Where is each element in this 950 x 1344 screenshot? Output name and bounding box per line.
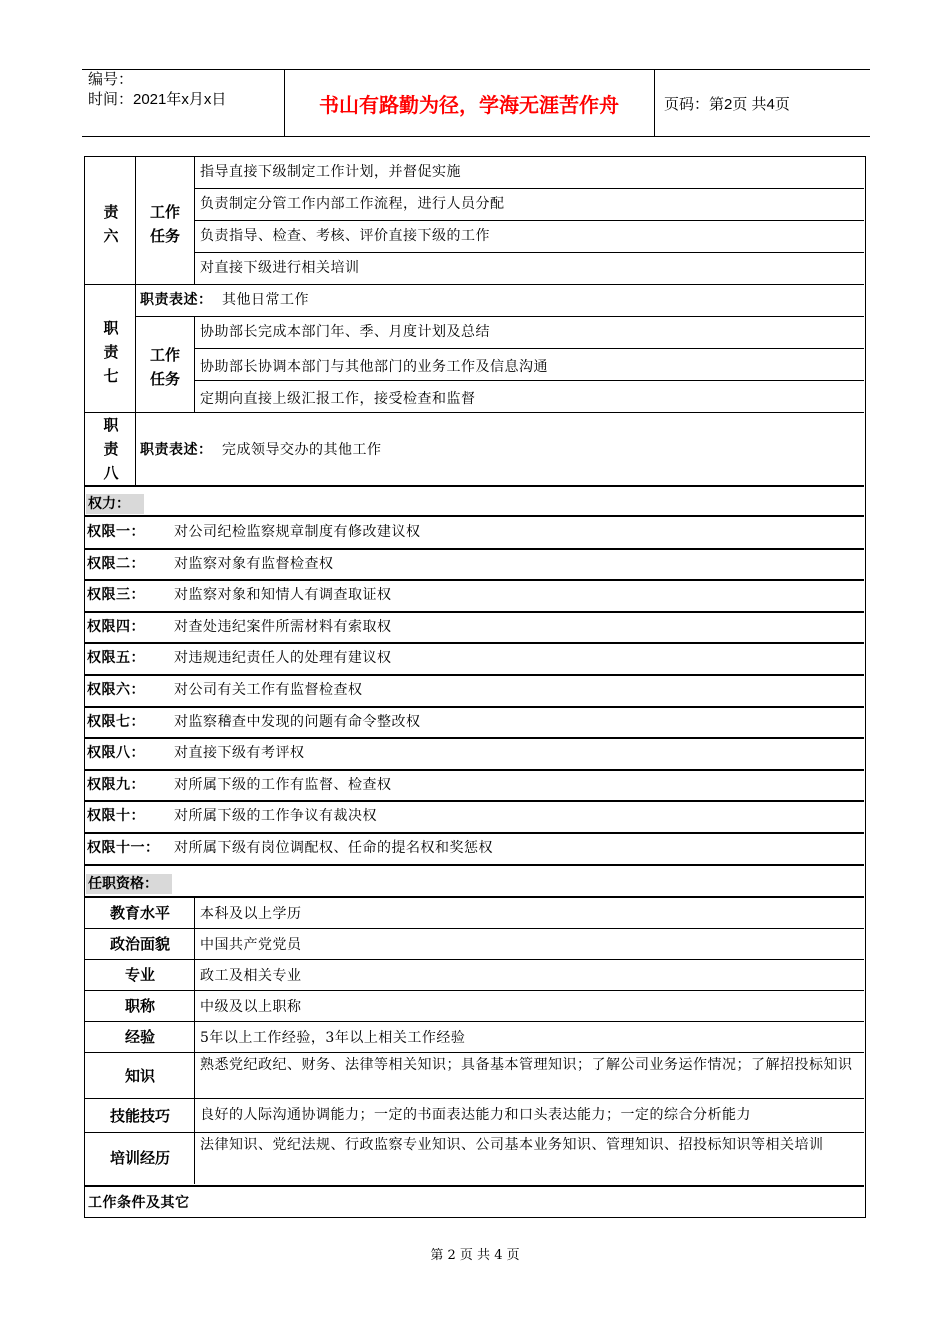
page-footer: 第 2 页 共 4 页 [430, 1248, 520, 1263]
power-label: 权限三： [87, 587, 145, 604]
qualification-label: 专业 [124, 966, 155, 984]
power-label: 权限九： [87, 776, 145, 793]
power-label: 权限十： [87, 808, 145, 825]
qualification-text: 良好的人际沟通协调能力；一定的书面表达能力和口头表达能力；一定的综合分析能力 [200, 1107, 751, 1123]
qualification-label: 职称 [124, 997, 155, 1015]
duty-six-task: 负责制定分管工作内部工作流程，进行人员分配 [200, 196, 505, 212]
power-label: 权限二： [87, 555, 145, 572]
document-date-label: 时间：2021年x月x日 [88, 91, 227, 108]
duty-seven-task: 定期向直接上级汇报工作，接受检查和监督 [200, 391, 476, 407]
power-text: 对查处违纪案件所需材料有索取权 [174, 618, 392, 635]
duty-seven-task: 协助部长完成本部门年、季、月度计划及总结 [200, 324, 490, 340]
header-meta [88, 70, 226, 110]
header-page-number: 页码：第2页 共4页 [664, 95, 790, 113]
duty-seven-statement-label: 职责表述： [140, 292, 213, 308]
powers-section-title: 权力： [86, 494, 144, 514]
power-label: 权限六： [87, 682, 145, 698]
qualification-text: 中级及以上职称 [200, 999, 302, 1015]
power-text: 对所属下级有岗位调配权、任命的提名权和奖惩权 [174, 840, 493, 856]
qualification-label: 教育水平 [109, 904, 170, 922]
power-text: 对公司有关工作有监督检查权 [174, 682, 363, 698]
qualification-label: 经验 [124, 1028, 155, 1046]
header-slogan: 书山有路勤为径，学海无涯苦作舟 [319, 92, 619, 117]
conditions-section-title: 工作条件及其它 [88, 1195, 190, 1211]
power-text: 对监察对象和知情人有调查取证权 [174, 587, 392, 604]
duty-six-label: 责 六 [103, 203, 119, 245]
qualification-label: 知识 [124, 1066, 155, 1085]
qualification-text: 本科及以上学历 [200, 906, 302, 922]
qualifications-section-title: 任职资格： [86, 874, 172, 894]
duty-seven-label: 职 责 七 [103, 319, 119, 385]
document-number-label: 编号： [88, 71, 134, 88]
power-text: 对违规违纪责任人的处理有建议权 [174, 650, 392, 667]
duty-six-task: 指导直接下级制定工作计划，并督促实施 [200, 164, 461, 180]
qualification-text: 法律知识、党纪法规、行政监察专业知识、公司基本业务知识、管理知识、招投标知识等相关培训 [200, 1137, 824, 1153]
header-bottom-rule [82, 136, 870, 137]
qualification-text: 政工及相关专业 [200, 968, 302, 984]
qualification-text: 中国共产党党员 [200, 937, 302, 953]
header-divider [654, 70, 655, 136]
power-text: 对所属下级的工作争议有裁决权 [174, 808, 377, 825]
duty-six-task-label: 工作 任务 [149, 203, 180, 245]
power-text: 对监察稽查中发现的问题有命令整改权 [174, 713, 421, 730]
qualification-text: 熟悉党纪政纪、财务、法律等相关知识；具备基本管理知识；了解公司业务运作情况；了解招投标知识 [200, 1057, 853, 1073]
power-label: 权限四： [87, 618, 145, 635]
power-label: 权限五： [87, 650, 145, 667]
duty-seven-task: 协助部长协调本部门与其他部门的业务工作及信息沟通 [200, 359, 548, 375]
qualification-label: 政治面貌 [109, 935, 170, 953]
duty-seven-task-label: 工作 任务 [149, 346, 180, 388]
power-label: 权限八： [87, 745, 145, 762]
qualification-label: 培训经历 [109, 1148, 170, 1167]
power-text: 对监察对象有监督检查权 [174, 555, 334, 572]
power-label: 权限七： [87, 713, 145, 730]
duty-seven-statement: 其他日常工作 [222, 292, 309, 308]
qualification-text: 5年以上工作经验，3年以上相关工作经验 [200, 1030, 466, 1046]
power-text: 对所属下级的工作有监督、检查权 [174, 776, 392, 793]
qualification-label: 技能技巧 [109, 1106, 170, 1125]
duty-eight-statement: 完成领导交办的其他工作 [222, 442, 382, 458]
duty-eight-label: 职 责 八 [103, 416, 119, 482]
power-label: 权限一： [87, 524, 145, 540]
power-text: 对直接下级有考评权 [174, 745, 305, 762]
duty-eight-statement-label: 职责表述： [140, 442, 213, 458]
power-text: 对公司纪检监察规章制度有修改建议权 [174, 524, 421, 540]
duty-six-task: 负责指导、检查、考核、评价直接下级的工作 [200, 228, 490, 244]
power-label: 权限十一： [87, 840, 160, 856]
duty-six-task: 对直接下级进行相关培训 [200, 260, 360, 276]
